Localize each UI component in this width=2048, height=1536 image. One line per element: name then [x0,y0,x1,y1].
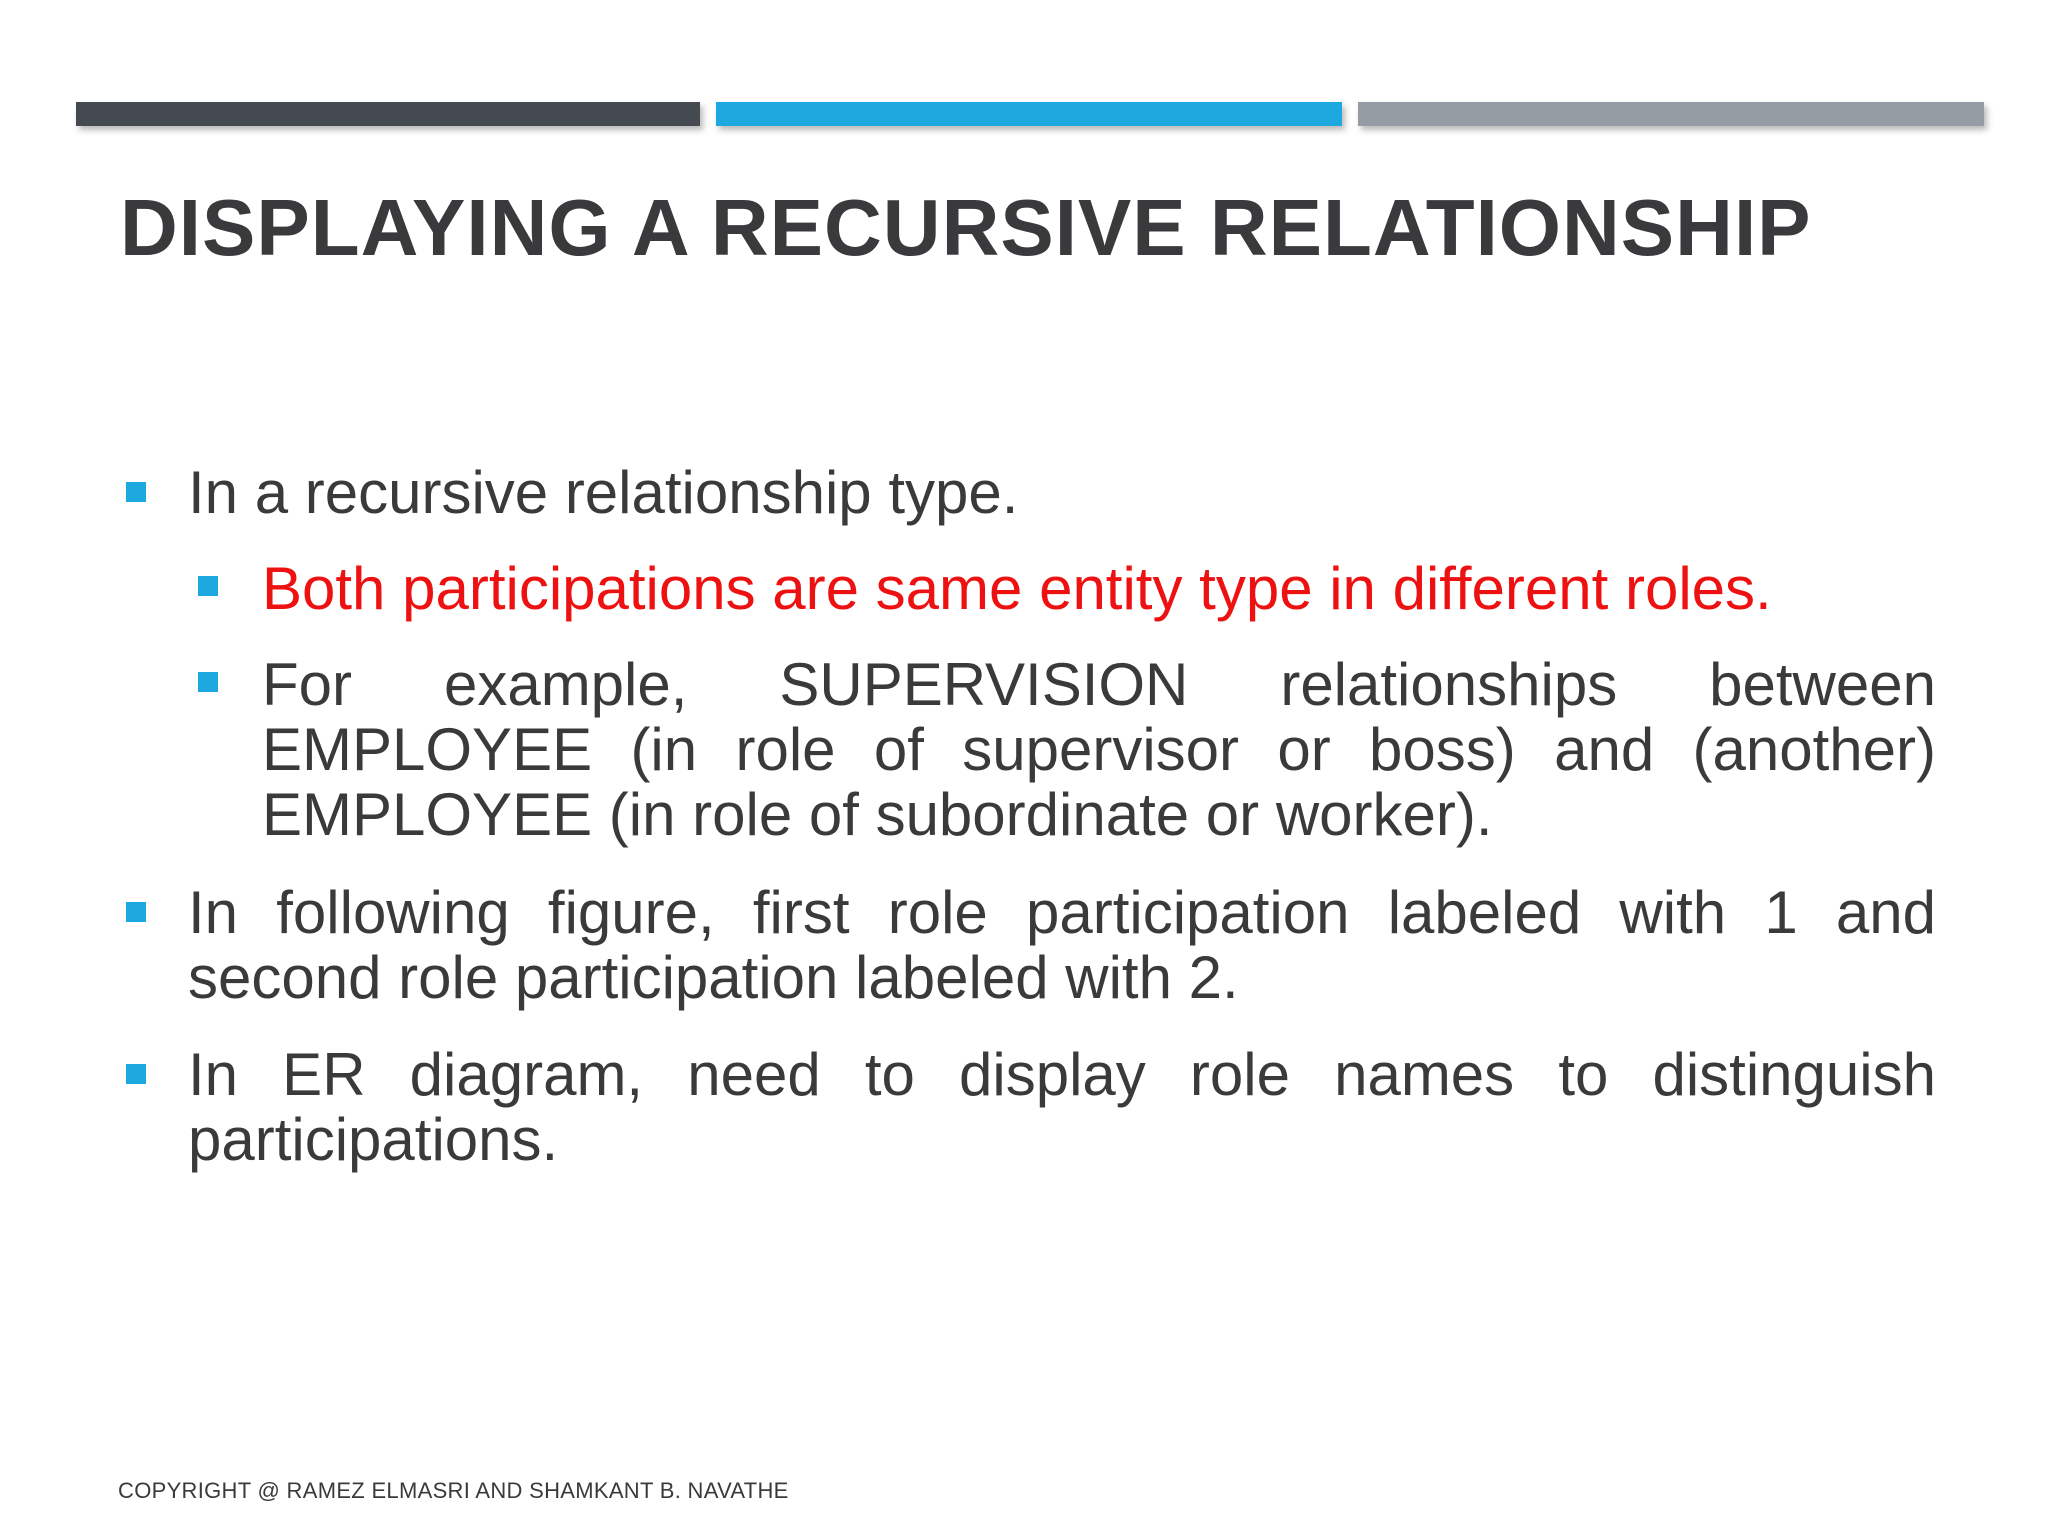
square-bullet-icon [198,576,218,596]
bullet-item [126,460,1936,525]
bullet-text: In ER diagram, need to display role names to distinguish participations. [188,1041,1936,1173]
bullet-text: For example, SUPERVISION relationships between EMPLOYEE (in role of supervisor or boss) and (another) EMPLOYEE (in role of subordinate or worker). [262,651,1936,848]
copyright-footer: COPYRIGHT @ RAMEZ ELMASRI AND SHAMKANT B. NAVATHE [118,1478,789,1503]
highlighted-bullet-text: Both participations are same entity type in different roles. [262,555,1772,622]
slide-title: DISPLAYING A RECURSIVE RELATIONSHIP [120,183,1812,272]
sub-bullet-item [198,652,1936,847]
header-bar-gray [1358,102,1984,126]
header-bar-accent [716,102,1342,126]
square-bullet-icon [198,672,218,692]
bullet-item [126,880,1936,1010]
square-bullet-icon [126,1064,146,1084]
bullet-item [126,1042,1936,1172]
sub-bullet-item [198,556,1936,621]
square-bullet-icon [126,902,146,922]
bullet-text: In a recursive relationship type. [188,459,1019,526]
square-bullet-icon [126,482,146,502]
bullet-text: In following figure, first role participation labeled with 1 and second role participation labeled with 2. [188,879,1936,1011]
header-bar-dark [76,102,700,126]
